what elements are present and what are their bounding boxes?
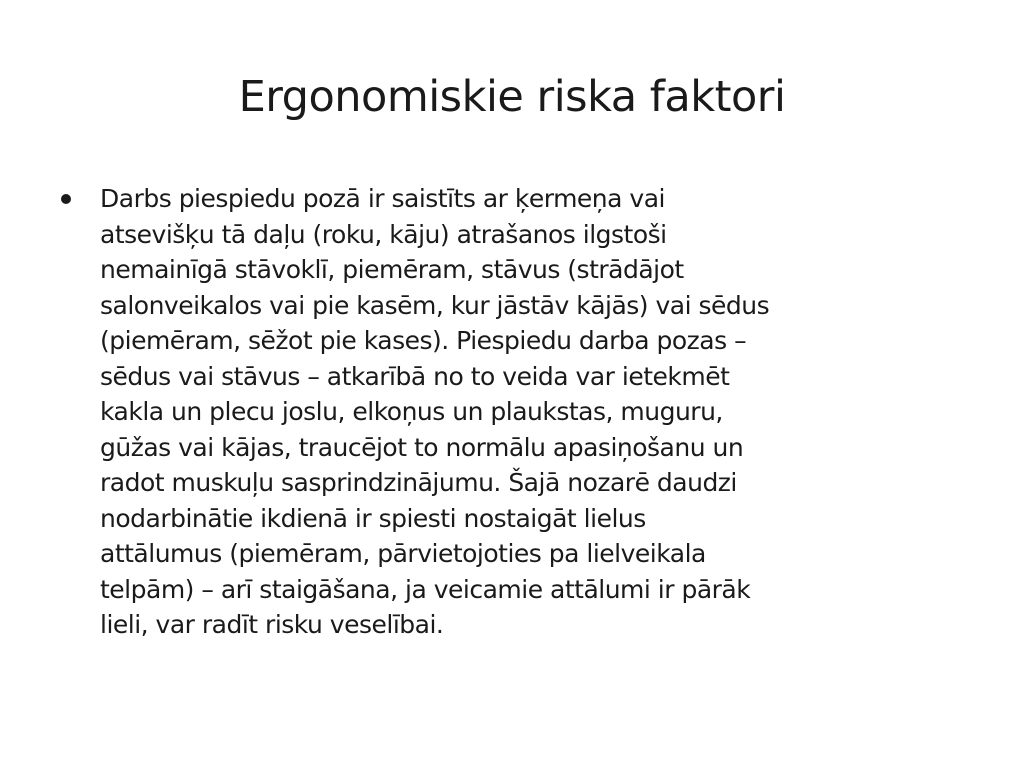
bullet-text-line: salonveikalos vai pie kasēm, kur jāstāv kājās) vai sēdus <box>100 290 770 320</box>
bullet-text-line: gūžas vai kājas, traucējot to normālu apasiņošanu un <box>100 432 744 462</box>
bullet-text-line: telpām) – arī staigāšana, ja veicamie attālumi ir pārāk <box>100 574 751 604</box>
bullet-text-line: (piemēram, sēžot pie kases). Piespiedu darba pozas – <box>100 326 747 355</box>
bullet-text-line: nemainīgā stāvoklī, piemēram, stāvus (strādājot <box>100 255 684 284</box>
bullet-text-line: kakla un plecu joslu, elkoņus un plaukstas, muguru, <box>100 397 723 426</box>
bullet-text-line: attālumus (piemēram, pārvietojoties pa lielveikala <box>100 539 706 568</box>
bullet-text-line: nodarbinātie ikdienā ir spiesti nostaigāt lielus <box>100 503 646 533</box>
bullet-list <box>56 181 956 643</box>
bullet-text-line: radot muskuļu sasprindzinājumu. Šajā nozarē daudzi <box>100 468 737 497</box>
bullet-text-line: sēdus vai stāvus – atkarībā no to veida var ietekmēt <box>100 361 730 391</box>
slide-title: Ergonomiskie riska faktori <box>238 72 786 122</box>
bullet-dot-icon <box>61 194 71 204</box>
bullet-text-line: atsevišķu tā daļu (roku, kāju) atrašanos ilgstoši <box>100 219 667 249</box>
bullet-text-line: Darbs piespiedu pozā ir saistīts ar ķermeņa vai <box>100 184 665 213</box>
bullet-text <box>100 181 956 643</box>
bullet-text-line: lieli, var radīt risku veselībai. <box>100 610 444 639</box>
bullet-item <box>56 181 956 643</box>
